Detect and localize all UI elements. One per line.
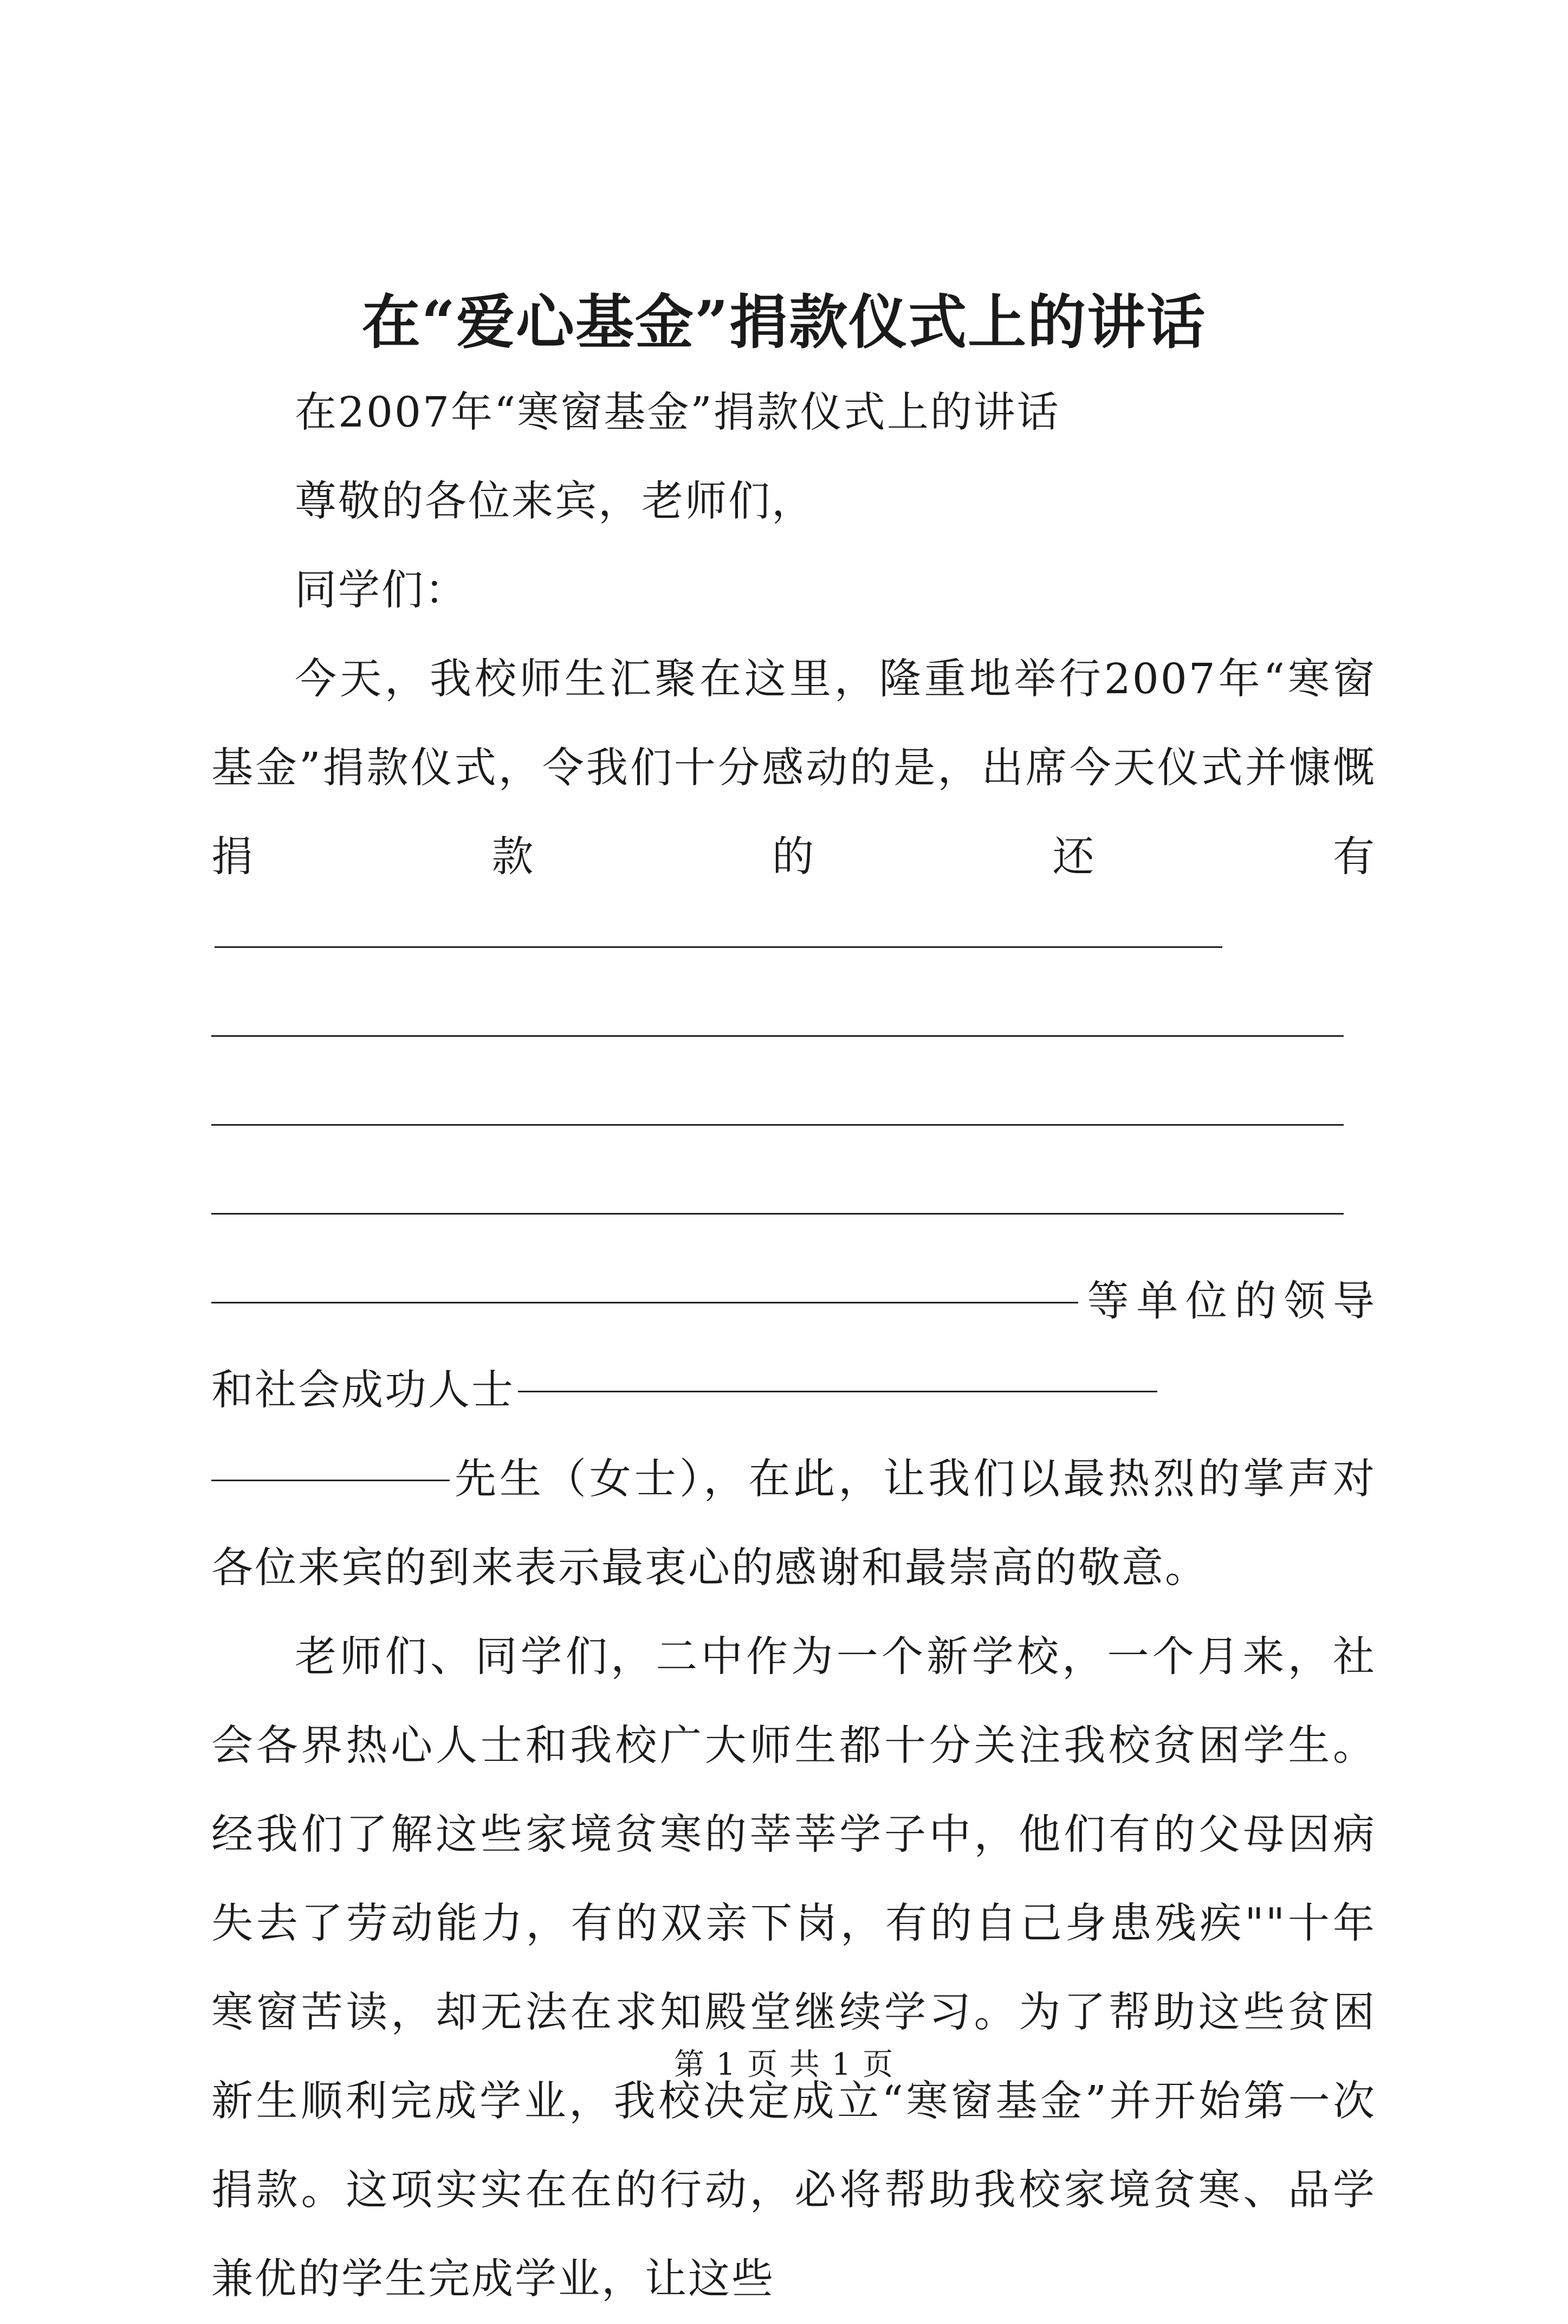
- units-label: 等单位的领导和社会成功人士: [211, 1277, 1376, 1415]
- page-footer: 第 1 页 共 1 页: [673, 2047, 895, 2082]
- subtitle-line: 在2007年“寒窗基金”捐款仪式上的讲话: [295, 389, 1060, 437]
- greeting-line: 尊敬的各位来宾，老师们，: [295, 477, 815, 526]
- paragraph-1: [211, 635, 1376, 991]
- greeting-line-2: 同学们：: [295, 566, 468, 615]
- paragraph-1-start: 今天，我校师生汇聚在这里，隆重地举行2007年“寒窗基金”捐款仪式，令我们十分感动的是，出席今天仪式并慷慨捐款的还有: [211, 655, 1376, 881]
- blank-line: [211, 1080, 1376, 1169]
- document-body: [211, 369, 1376, 2324]
- paragraph-1-end: [211, 1435, 1376, 1613]
- blank-line: [211, 1169, 1376, 1257]
- blank-line: [211, 1302, 1078, 1303]
- blank-line: [215, 946, 1222, 948]
- paragraph-1-closing: 先生（女士），在此，让我们以最热烈的掌声对各位来宾的到来表示最衷心的感谢和最崇高的敬意。: [211, 1455, 1376, 1592]
- document-title: 在“爱心基金”捐款仪式上的讲话: [361, 288, 1207, 357]
- blank-line: [211, 1480, 450, 1481]
- paragraph-2: 老师们、同学们，二中作为一个新学校，一个月来，社会各界热心人士和我校广大师生都十分关注我校贫困学生。经我们了解这些家境贫寒的莘莘学子中，他们有的父母因病失去了劳动能力，有的双亲下岗，有的自己身患残疾""十年寒窗苦读，却无法在求知殿堂继续学习。为了帮助这些贫困新生顺利完成学业，我校决定成立“寒窗基金”并开始第一次捐款。这项实实在在的行动，必将帮助我校家境贫寒、品学兼优的学生完成学业，让这些: [211, 1633, 1376, 2303]
- blank-line: [518, 1391, 1157, 1392]
- paragraph-1-units: [211, 1257, 1376, 1435]
- blank-line: [211, 991, 1376, 1080]
